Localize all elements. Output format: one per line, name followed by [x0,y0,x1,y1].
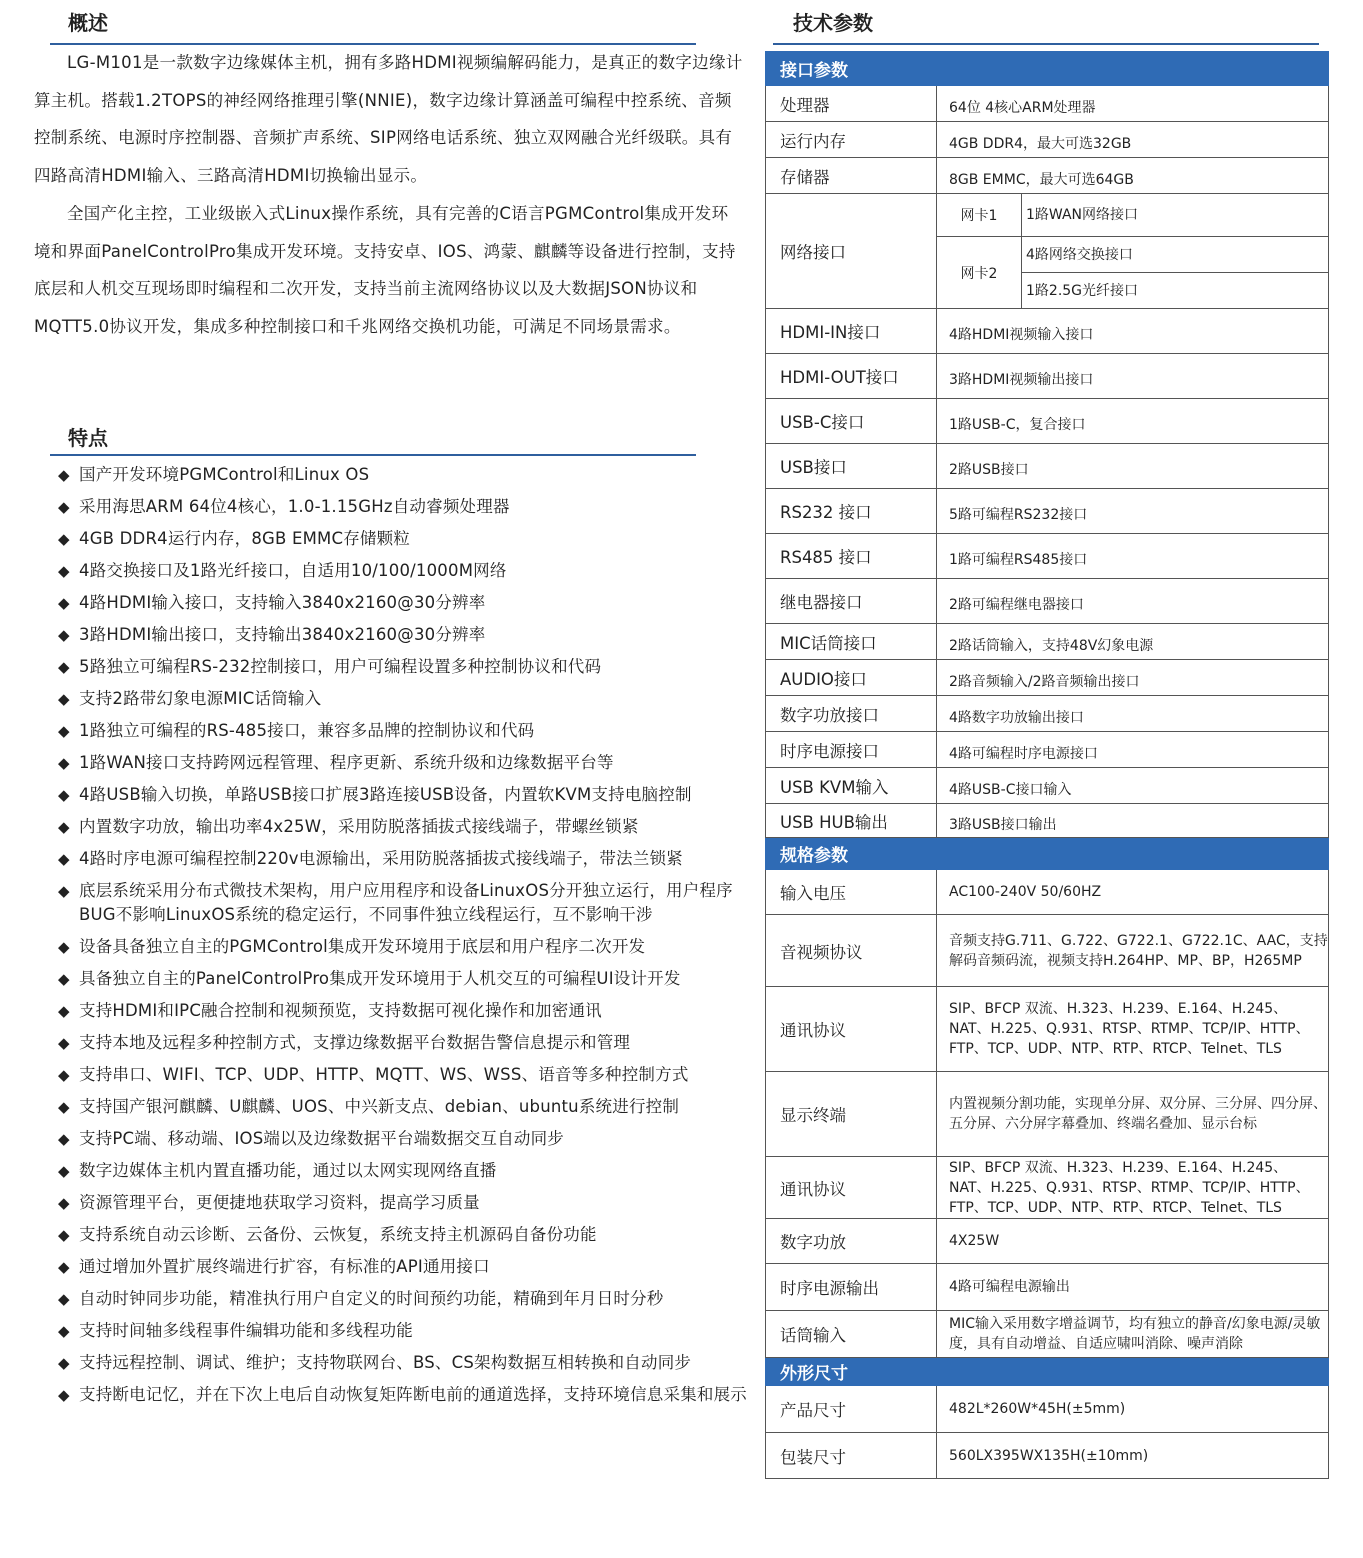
feature-text: 通过增加外置扩展终端进行扩容，有标准的API通用接口 [79,1257,490,1276]
spec-value: SIP、BFCP 双流、H.323、H.239、E.164、H.245、NAT、H.225、Q.931、RTSP、RTMP、TCP/IP、HTTP、FTP、TCP、UDP、NTP、RTP、RTCP、Telnet、TLS [937,1157,1329,1219]
feature-text: 自动时钟同步功能，精准执行用户自定义的时间预约功能，精确到年月日时分秒 [79,1289,664,1308]
feature-text: 支持断电记忆，并在下次上电后自动恢复矩阵断电前的通道选择，支持环境信息采集和展示 [79,1385,747,1404]
feature-text: 支持国产银河麒麟、U麒麟、UOS、中兴新支点、debian、ubuntu系统进行控制 [79,1097,680,1116]
list-item [58,1127,748,1151]
overview-text-2: 全国产化主控，工业级嵌入式Linux操作系统，具有完善的C语言PGMControl集成开发环境和界面PanelControlPro集成开发环境。支持安卓、IOS、鸿蒙、麒麟等设备进行控制，支持底层和人机交互现场即时编程和二次开发，支持当前主流网络协议以及大数据JSON协议和MQTT5.0协议开发，集成多种控制接口和千兆网络交换机功能，可满足不同场景需求。 [34,204,736,336]
spec-value: 5路可编程RS232接口 [937,489,1329,534]
spec-value: SIP、BFCP 双流、H.323、H.239、E.164、H.245、NAT、H.225、Q.931、RTSP、RTMP、TCP/IP、HTTP、FTP、TCP、UDP、NTP、RTP、RTCP、Telnet、TLS [937,987,1329,1072]
table-row [766,444,1329,489]
list-item [58,1223,748,1247]
list-item [58,719,748,743]
list-item [58,847,748,871]
list-item [58,1191,748,1215]
table-row [766,915,1329,987]
feature-text: 国产开发环境PGMControl和Linux OS [79,465,370,484]
spec-label: 时序电源接口 [766,732,937,768]
spec-value: 3路HDMI视频输出接口 [937,354,1329,399]
feature-text: 1路独立可编程的RS-485接口，兼容多品牌的控制协议和代码 [79,721,535,740]
spec-divider [773,43,1319,45]
table-row [766,696,1329,732]
table-row [766,870,1329,915]
feature-text: 4路交换接口及1路光纤接口，自适用10/100/1000M网络 [79,561,507,580]
table-row [766,399,1329,444]
table-row [766,624,1329,660]
diamond-bullet-icon: ◆ [58,466,70,484]
diamond-bullet-icon: ◆ [58,690,70,708]
feature-text: 4路时序电源可编程控制220v电源输出，采用防脱落插拔式接线端子，带法兰锁紧 [79,849,683,868]
spec-label: 输入电压 [766,870,937,915]
spec-value: AC100-240V 50/60HZ [937,870,1329,915]
spec-value: 4路数字功放输出接口 [937,696,1329,732]
spec-label: 通讯协议 [766,1157,937,1219]
diamond-bullet-icon: ◆ [58,850,70,868]
feature-text: 支持远程控制、调试、维护；支持物联网台、BS、CS架构数据互相转换和自动同步 [79,1353,692,1372]
table-row [766,122,1329,158]
feature-text: 4路HDMI输入接口，支持输入3840x2160@30分辨率 [79,593,486,612]
feature-text: 4路USB输入切换，单路USB接口扩展3路连接USB设备，内置软KVM支持电脑控制 [79,785,692,804]
feature-text: 支持时间轴多线程事件编辑功能和多线程功能 [79,1321,413,1340]
diamond-bullet-icon: ◆ [58,1194,70,1212]
list-item [58,1255,748,1279]
spec-label: USB HUB输出 [766,804,937,838]
feature-text: 4GB DDR4运行内存，8GB EMMC存储颗粒 [79,529,410,548]
feature-text: 支持本地及远程多种控制方式，支撑边缘数据平台数据告警信息提示和管理 [79,1033,631,1052]
spec-value: 内置视频分割功能，实现单分屏、双分屏、三分屏、四分屏、五分屏、六分屏字幕叠加、终端名叠加、显示台标 [937,1072,1329,1157]
spec-label: 音视频协议 [766,915,937,987]
spec-label: 数字功放 [766,1219,937,1264]
diamond-bullet-icon: ◆ [58,722,70,740]
diamond-bullet-icon: ◆ [58,658,70,676]
spec-value: 4GB DDR4，最大可选32GB [937,122,1329,158]
list-item [58,559,748,583]
list-item [58,967,748,991]
nic2-value-2: 1路2.5G光纤接口 [1022,273,1329,309]
spec-label: USB接口 [766,444,937,489]
spec-value: 3路USB接口输出 [937,804,1329,838]
overview-text-1: LG-M101是一款数字边缘媒体主机，拥有多路HDMI视频编解码能力，是真正的数字边缘计算主机。搭载1.2TOPS的神经网络推理引擎(NNIE)，数字边缘计算涵盖可编程中控系统、音频控制系统、电源时序控制器、音频扩声系统、SIP网络电话系统、独立双网融合光纤级联。具有四路高清HDMI输入、三路高清HDMI切换输出显示。 [34,53,743,185]
list-item [58,1159,748,1183]
size-header: 外形尺寸 [766,1358,1329,1386]
table-row [766,987,1329,1072]
feature-text: 设备具备独立自主的PGMControl集成开发环境用于底层和用户程序二次开发 [79,937,646,956]
diamond-bullet-icon: ◆ [58,818,70,836]
spec-value: 4路可编程电源输出 [937,1264,1329,1311]
list-item [58,1319,748,1343]
table-row [766,158,1329,194]
list-item [58,655,748,679]
table-row [766,86,1329,122]
spec-value: 4路USB-C接口输入 [937,768,1329,804]
list-item [58,495,748,519]
nic2-value-1: 4路网络交换接口 [1022,237,1329,273]
list-item [58,687,748,711]
table-row [766,1311,1329,1358]
feature-text: 3路HDMI输出接口，支持输出3840x2160@30分辨率 [79,625,486,644]
table-row [766,1157,1329,1219]
spec-value: 4X25W [937,1219,1329,1264]
diamond-bullet-icon: ◆ [58,1386,70,1404]
features-title: 特点 [68,426,108,450]
spec-label: 显示终端 [766,1072,937,1157]
diamond-bullet-icon: ◆ [58,754,70,772]
spec-value: 4路可编程时序电源接口 [937,732,1329,768]
diamond-bullet-icon: ◆ [58,1034,70,1052]
diamond-bullet-icon: ◆ [58,1290,70,1308]
feature-text: 采用海思ARM 64位4核心，1.0-1.15GHz自动睿频处理器 [79,497,510,516]
nic1-label: 网卡1 [937,194,1022,237]
nic2-label: 网卡2 [937,237,1022,309]
table-row [766,579,1329,624]
spec-label: 时序电源输出 [766,1264,937,1311]
overview-title: 概述 [68,11,108,35]
spec-title: 技术参数 [793,11,873,35]
feature-text: 支持串口、WIFI、TCP、UDP、HTTP、MQTT、WS、WSS、语音等多种控制方式 [79,1065,689,1084]
features-list [58,463,748,1415]
feature-text: 资源管理平台，更便捷地获取学习资料，提高学习质量 [79,1193,480,1212]
spec-label: RS232 接口 [766,489,937,534]
spec-value: 2路可编程继电器接口 [937,579,1329,624]
diamond-bullet-icon: ◆ [58,562,70,580]
diamond-bullet-icon: ◆ [58,1162,70,1180]
diamond-bullet-icon: ◆ [58,938,70,956]
feature-text: 数字边媒体主机内置直播功能，通过以太网实现网络直播 [79,1161,497,1180]
spec-value: 8GB EMMC，最大可选64GB [937,158,1329,194]
spec-value: 1路可编程RS485接口 [937,534,1329,579]
feature-text: 内置数字功放，输出功率4x25W，采用防脱落插拔式接线端子，带螺丝锁紧 [79,817,639,836]
diamond-bullet-icon: ◆ [58,1066,70,1084]
diamond-bullet-icon: ◆ [58,1354,70,1372]
table-row [766,534,1329,579]
spec-table [765,51,1329,1479]
list-item [58,463,748,487]
feature-text: 5路独立可编程RS-232控制接口，用户可编程设置多种控制协议和代码 [79,657,602,676]
spec-label: HDMI-IN接口 [766,309,937,354]
list-item [58,623,748,647]
table-row [766,1433,1329,1479]
spec-label: 存储器 [766,158,937,194]
list-item [58,591,748,615]
spec-label: 继电器接口 [766,579,937,624]
spec-value: 2路USB接口 [937,444,1329,489]
list-item [58,815,748,839]
diamond-bullet-icon: ◆ [58,1258,70,1276]
diamond-bullet-icon: ◆ [58,970,70,988]
spec-label: USB KVM输入 [766,768,937,804]
spec-params-header: 规格参数 [766,838,1329,870]
list-item [58,527,748,551]
spec-value: 1路USB-C，复合接口 [937,399,1329,444]
overview-paragraph-2 [34,195,744,345]
spec-label: 网络接口 [766,194,937,309]
spec-label: 包装尺寸 [766,1433,937,1479]
feature-text: 底层系统采用分布式微技术架构，用户应用程序和设备LinuxOS分开独立运行，用户程序BUG不影响LinuxOS系统的稳定运行，不同事件独立线程运行，互不影响干涉 [79,881,733,924]
diamond-bullet-icon: ◆ [58,882,70,900]
table-row [766,660,1329,696]
spec-value: MIC输入采用数字增益调节，均有独立的静音/幻象电源/灵敏度，具有自动增益、自适应啸叫消除、噪声消除 [937,1311,1329,1358]
spec-label: AUDIO接口 [766,660,937,696]
table-row [766,804,1329,838]
diamond-bullet-icon: ◆ [58,786,70,804]
diamond-bullet-icon: ◆ [58,530,70,548]
diamond-bullet-icon: ◆ [58,594,70,612]
spec-value: 音频支持G.711、G.722、G722.1、G722.1C、AAC，支持解码音频码流，视频支持H.264HP、MP、BP，H265MP [937,915,1329,987]
diamond-bullet-icon: ◆ [58,1098,70,1116]
diamond-bullet-icon: ◆ [58,1226,70,1244]
list-item [58,1031,748,1055]
spec-label: HDMI-OUT接口 [766,354,937,399]
table-row [766,768,1329,804]
table-row [766,732,1329,768]
spec-label: MIC话筒接口 [766,624,937,660]
diamond-bullet-icon: ◆ [58,1002,70,1020]
list-item [58,935,748,959]
spec-label: 处理器 [766,86,937,122]
feature-text: 支持PC端、移动端、IOS端以及边缘数据平台端数据交互自动同步 [79,1129,564,1148]
list-item [58,1351,748,1375]
overview-paragraph-1 [34,44,744,194]
list-item [58,879,748,927]
feature-text: 支持2路带幻象电源MIC话筒输入 [79,689,322,708]
list-item [58,1383,748,1407]
list-item [58,999,748,1023]
spec-label: USB-C接口 [766,399,937,444]
spec-label: 数字功放接口 [766,696,937,732]
table-row [766,1386,1329,1433]
feature-text: 支持系统自动云诊断、云备份、云恢复，系统支持主机源码自备份功能 [79,1225,597,1244]
spec-value: 2路话筒输入，支持48V幻象电源 [937,624,1329,660]
list-item [58,1095,748,1119]
table-row [766,489,1329,534]
interface-header: 接口参数 [766,52,1329,86]
spec-label: 产品尺寸 [766,1386,937,1433]
diamond-bullet-icon: ◆ [58,1130,70,1148]
spec-value: 482L*260W*45H(±5mm) [937,1386,1329,1433]
table-row [766,1072,1329,1157]
table-row [766,1219,1329,1264]
diamond-bullet-icon: ◆ [58,498,70,516]
features-divider [50,454,696,456]
spec-value: 560LX395WX135H(±10mm) [937,1433,1329,1479]
spec-value: 4路HDMI视频输入接口 [937,309,1329,354]
table-row [766,194,1329,237]
spec-label: 通讯协议 [766,987,937,1072]
diamond-bullet-icon: ◆ [58,1322,70,1340]
spec-label: RS485 接口 [766,534,937,579]
feature-text: 1路WAN接口支持跨网远程管理、程序更新、系统升级和边缘数据平台等 [79,753,614,772]
spec-value: 64位 4核心ARM处理器 [937,86,1329,122]
table-row [766,309,1329,354]
feature-text: 具备独立自主的PanelControlPro集成开发环境用于人机交互的可编程UI设计开发 [79,969,681,988]
list-item [58,1063,748,1087]
spec-label: 运行内存 [766,122,937,158]
table-row [766,354,1329,399]
nic1-value: 1路WAN网络接口 [1022,194,1329,237]
list-item [58,783,748,807]
spec-value: 2路音频输入/2路音频输出接口 [937,660,1329,696]
spec-label: 话筒输入 [766,1311,937,1358]
table-row [766,1264,1329,1311]
feature-text: 支持HDMI和IPC融合控制和视频预览，支持数据可视化操作和加密通讯 [79,1001,602,1020]
diamond-bullet-icon: ◆ [58,626,70,644]
list-item [58,1287,748,1311]
list-item [58,751,748,775]
